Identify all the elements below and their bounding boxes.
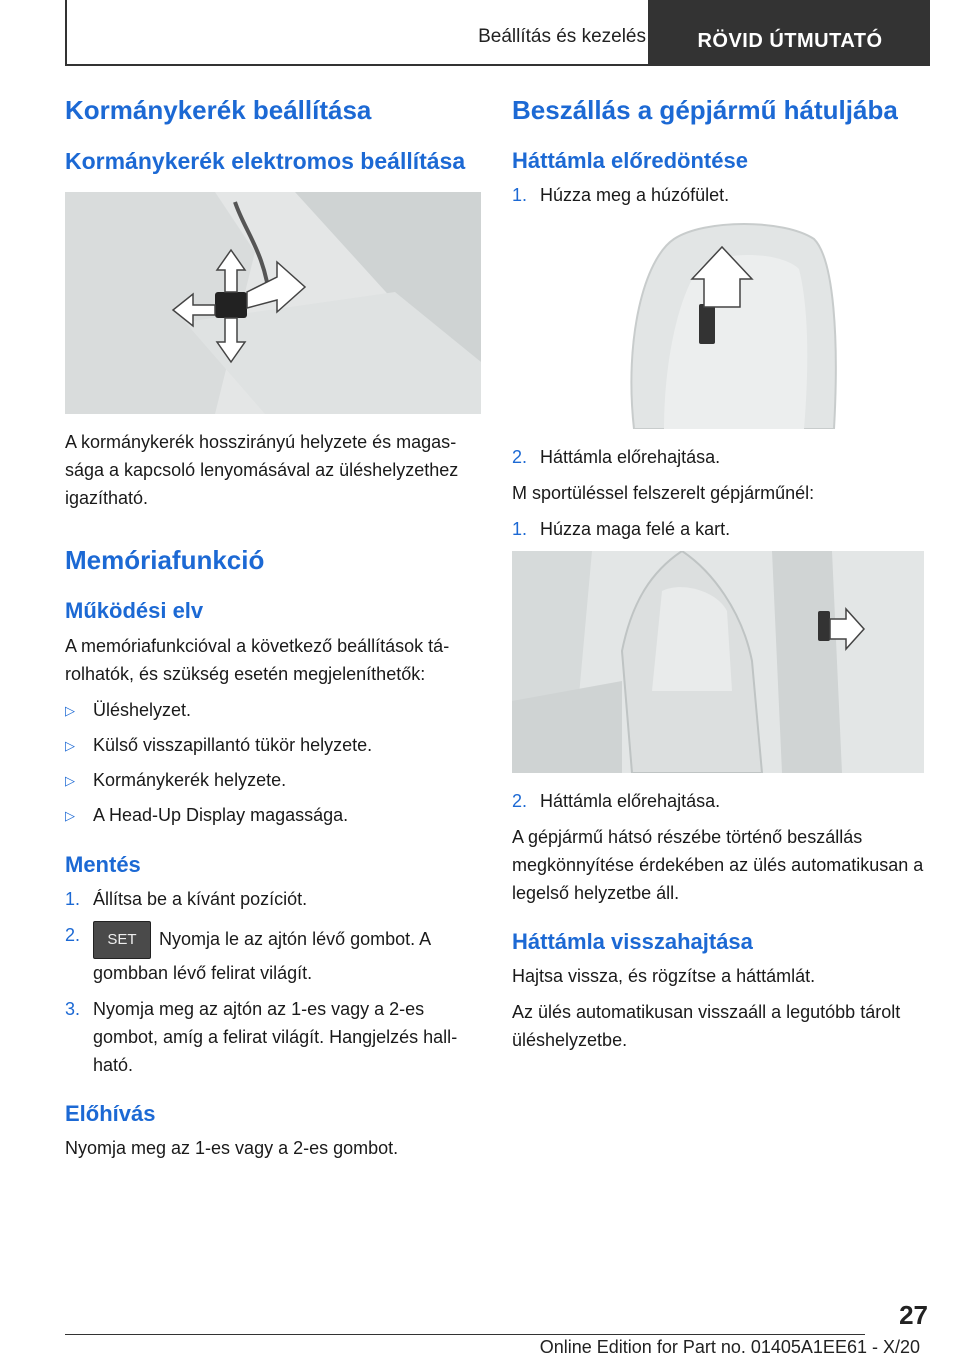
steering-title: Kormánykerék beállítása — [65, 95, 372, 125]
left-column — [65, 96, 481, 1170]
return-text-1: Hajtsa vissza, és rögzítse a háttámlát. — [512, 966, 816, 987]
header-chapter: RÖVID ÚTMUTATÓ — [650, 0, 930, 64]
footer-edition: Online Edition for Part no. 01405A1EE61 - X/20 — [539, 1337, 920, 1357]
header-left-line — [65, 0, 67, 64]
page-number: 27 — [899, 1300, 928, 1330]
footer-rule — [65, 1334, 865, 1335]
steering-text: A kormánykerék hosszirányú helyzete és magassága a kapcsoló lenyomásával az üléshelyzethez igazítható. — [65, 432, 459, 509]
bullet-item: ▷ Külső visszapillantó tükör helyzete. — [65, 731, 481, 760]
fold-step: 2. Háttámla előrehajtása. — [512, 447, 721, 468]
triangle-bullet-icon: ▷ — [65, 807, 75, 823]
save-subtitle: Mentés — [65, 851, 141, 877]
m-sport-seat-figure — [512, 551, 924, 773]
right-column — [512, 96, 924, 1062]
steering-adjust-illustration — [65, 192, 481, 414]
entry-title: Beszállás a gépjármű hátuljába — [512, 95, 898, 125]
auto-text: A gépjármű hátsó részébe történő beszállás megkönnyítése érdekében az ülés automatikusan a legelső helyzetbe áll. — [512, 827, 924, 904]
header-section: Beállítás és kezelés — [478, 26, 646, 47]
memory-title: Memóriafunkció — [65, 545, 265, 576]
triangle-bullet-icon: ▷ — [65, 772, 75, 788]
fold-step: 1. Húzza meg a húzófület. — [512, 185, 730, 206]
fold-subtitle: Háttámla előredöntése — [512, 147, 748, 173]
bullet-item: ▷ A Head-Up Display magassága. — [65, 801, 481, 830]
steering-adjust-figure — [65, 192, 481, 414]
set-button-icon: SET — [93, 921, 151, 959]
recall-subtitle: Előhívás — [65, 1100, 156, 1126]
triangle-bullet-icon: ▷ — [65, 737, 75, 753]
principle-subtitle: Működési elv — [65, 598, 204, 624]
m-sport-text: M sportüléssel felszerelt gépjárműnél: — [512, 483, 815, 504]
bullet-item: ▷ Kormánykerék helyzete. — [65, 766, 481, 795]
seat-pull-tab-figure — [594, 219, 842, 429]
bullet-item: ▷ Üléshelyzet. — [65, 696, 481, 725]
fold-step: 1. Húzza maga felé a kart. — [512, 519, 731, 540]
save-step: 3. Nyomja meg az ajtón az 1-es vagy a 2-es gombot, amíg a felirat világít. Hangjelzés hallható. — [65, 998, 458, 1075]
recall-text: Nyomja meg az 1-es vagy a 2-es gombot. — [65, 1138, 399, 1159]
header-rule — [65, 64, 930, 66]
return-subtitle: Háttámla visszahajtása — [512, 929, 753, 955]
fold-step: 2. Háttámla előrehajtása. — [512, 791, 721, 812]
principle-text: A memóriafunkcióval a következő beállítások tárolhatók, és szükség esetén megjeleníthetők: — [65, 635, 450, 684]
triangle-bullet-icon: ▷ — [65, 702, 75, 718]
seat-pull-tab-illustration — [594, 219, 842, 429]
return-text-2: Az ülés automatikusan visszaáll a legutóbb tárolt üléshelyzetbe. — [512, 1002, 901, 1051]
m-sport-seat-illustration — [512, 551, 924, 773]
save-step: 1. Állítsa be a kívánt pozíciót. — [65, 888, 308, 909]
save-step: 2. SET Nyomja le az ajtón lévő gombot. A gombban lévő felirat világít. — [65, 921, 481, 987]
steering-electric-subtitle: Kormánykerék elektromos beállítása — [65, 147, 466, 174]
